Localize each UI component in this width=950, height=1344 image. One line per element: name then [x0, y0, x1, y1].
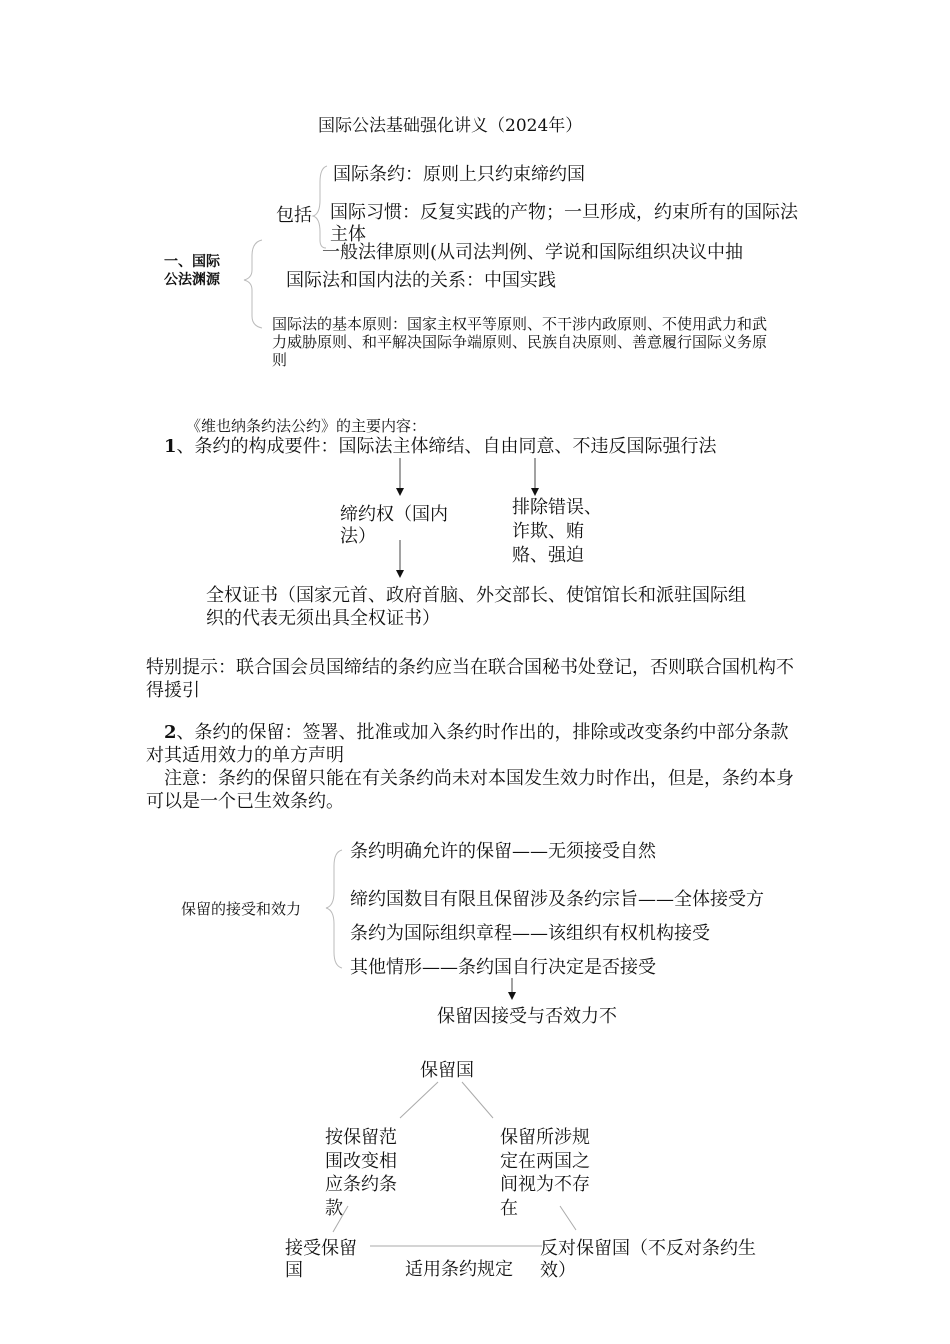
arrowhead-exclusions: [531, 488, 539, 496]
accepting-state: 接受保留国: [285, 1238, 357, 1281]
document-title: 国际公法基础强化讲义（2024年）: [318, 116, 583, 136]
reservation-item-3: 条约为国际组织章程——该组织有权机构接受: [350, 923, 710, 944]
reservation-item-2: 缔约国数目有限且保留涉及条约宗旨——全体接受方: [350, 889, 764, 910]
treaty-rules-apply: 适用条约规定: [405, 1259, 513, 1280]
point2-number: 2: [164, 722, 177, 743]
section1-heading-line1: 一、国际: [164, 254, 220, 270]
point1-body: 、条约的构成要件：国际法主体缔结、自由同意、不违反国际强行法: [176, 436, 717, 457]
source-treaty: 国际条约：原则上只约束缔约国: [333, 164, 585, 185]
reservation-result: 保留因接受与否效力不: [437, 1006, 617, 1027]
reservation-item-1: 条约明确允许的保留——无须接受自然: [350, 841, 656, 862]
arrowhead-capacity: [396, 488, 404, 496]
section1-heading-line2: 公法渊源: [164, 272, 220, 288]
includes-brace: [313, 166, 327, 248]
arrowhead-result: [508, 992, 516, 1000]
full-powers: 全权证书（国家元首、政府首脑、外交部长、使馆馆长和派驻国际组织的代表无须出具全权证书）: [206, 585, 746, 629]
reservation-note: 注意：条约的保留只能在有关条约尚未对本国发生效力时作出，但是，条约本身可以是一个已生效条约。: [146, 768, 794, 812]
point2-text: [146, 721, 802, 767]
reservation-brace: [326, 850, 342, 968]
section1-heading: [164, 253, 220, 289]
not-exist-effect: 保留所涉规定在两国之间视为不存在: [500, 1127, 590, 1219]
reservation-label: 保留的接受和效力: [181, 900, 302, 918]
source-general-principles: 一般法律原则(从司法判例、学说和国际组织决议中抽: [322, 242, 744, 263]
line-top-right: [462, 1082, 493, 1118]
modify-effect: 按保留范围改变相应条约条款: [325, 1127, 397, 1219]
reservation-item-4: 其他情形——条约国自行决定是否接受: [350, 957, 656, 978]
exclusions: 排除错误、诈欺、贿赂、强迫: [512, 497, 602, 566]
line-right-bottom: [560, 1206, 576, 1230]
basic-principles: 国际法的基本原则：国家主权平等原则、不干涉内政原则、不使用武力和武力威胁原则、和平解决国际争端原则、民族自决原则、善意履行国际义务原则: [272, 315, 768, 369]
line-top-left: [400, 1082, 438, 1118]
source-custom: 国际习惯：反复实践的产物；一旦形成，约束所有的国际法主体: [330, 202, 798, 245]
vienna-heading: 《维也纳条约法公约》的主要内容：: [186, 417, 427, 435]
intl-domestic-relation: 国际法和国内法的关系：中国实践: [286, 270, 556, 291]
arrowhead-full-powers: [396, 570, 404, 578]
reserving-state: 保留国: [420, 1060, 474, 1081]
includes-label: 包括: [276, 205, 312, 226]
point1-text: [164, 436, 717, 458]
special-tip: 特别提示：联合国会员国缔结的条约应当在联合国秘书处登记，否则联合国机构不得援引: [146, 657, 794, 701]
point2-body: 、条约的保留：签署、批准或加入条约时作出的，排除或改变条约中部分条款对其适用效力的单方声明: [146, 722, 789, 766]
point1-number: 1: [164, 436, 177, 457]
treaty-capacity: 缔约权（国内法）: [340, 504, 448, 547]
section1-brace: [244, 240, 262, 328]
objecting-state: 反对保留国（不反对条约生效）: [540, 1238, 756, 1281]
